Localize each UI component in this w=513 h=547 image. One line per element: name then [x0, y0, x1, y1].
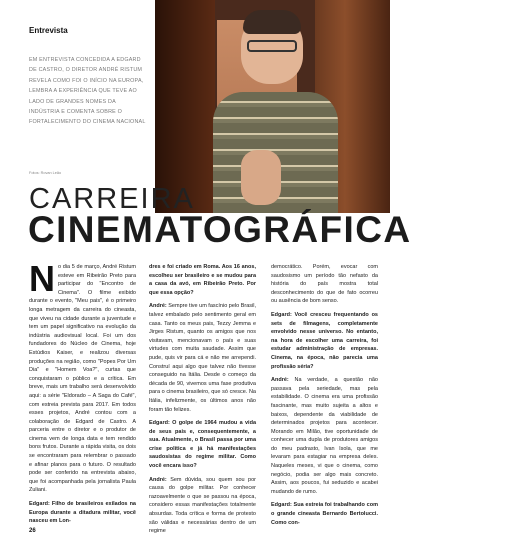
answer-2-end: democrático. Porém, evocar com saudosismo um período tão nefasto da história do país mostra total desconhecimento do que de fato ocorreu ou ausência de bom senso. [271, 264, 378, 305]
answer-2-speaker: André: [149, 476, 167, 483]
opening-paragraph: o dia 5 de março, André Ristum esteve em Ribeirão Preto para participar do "Encontro de Cinema". O filme exibido durante o evento, "Meu pais", é o primeiro longa metragem da carreira do cineasta, que viveu na cidade durante a juventude e tem um papel significativo na evolução da indústria audiovisual local. Foi um dos fundadores do Núcleo de Cinema, hoje Estúdios Kaiser, e realizou diversas produções na região, como "Popes Por Um Dia" e "Homem Voa?", curtas que conquistaram o público e a crítica. Em breve, mais um trabalho será desenvolvido aqui: a série "Eldorado – A Saga do Café", com estreia prevista para 2017. Em todos esses projetos, André contou com a colaboração de Edgard de Castro. A parceria entre o diretor e o produtor de cinema vem de longa data e tem rendido bons frutos. Durante a rápida visita, os dois se encontraram para relembrar o passado e afinar planos para o futuro. O resultado pode ser conferido na entrevista abaixo, que foi acompanhada pela jornalista Paula Zuliani. [29, 264, 136, 494]
section-label: Entrevista [29, 26, 68, 35]
drop-cap: N [29, 258, 55, 299]
title-line-2: CINEMATOGRÁFICA [28, 209, 412, 250]
article-column-2 [149, 263, 256, 541]
title-line-1: CARREIRA [29, 183, 195, 215]
intro-text: EM ENTREVISTA CONCEDIDA A EDGARD DE CASTRO, O DIRETOR ANDRÉ RISTUM REVELA COMO FOI O INÍCIO NA EUROPA, LEMBRA A EXPERIÊNCIA QUE TEVE AO LADO DE GRANDES NOMES DA INDÚSTRIA E COMENTA SOBRE O FORTALECIMENTO DO CINEMA NACIONAL [29, 57, 146, 126]
question-1-end: dres e foi criado em Roma. Aos 16 anos, escolheu ser brasileiro e se mudou para a casa da avó, em Ribeirão Preto. Por que essa opção? [149, 264, 256, 296]
answer-2: Sem dúvida, sou quem sou por causa do golpe militar. Por conhecer razoavelmente o que se passou na época, considero essas manifestações totalmente absurdas. Toda crítica e forma de protesto são válidas e necessárias dentro de um regime [149, 476, 256, 535]
page-number: 26 [29, 528, 36, 534]
article-column-3 [271, 263, 378, 532]
answer-3-speaker: André: [271, 377, 289, 384]
question-3: Edgard: Você cresceu frequentando os sets de filmagens, completamente envolvido nesse universo. No entanto, na hora de escolher uma carreira, foi estudar administração de empresas. Cinema, na época, não parecia uma profissão séria? [271, 311, 378, 370]
photo-caption: André foi um dos fundadores do Núcleo de Cinema da cidade, hoje Estúdios Kaiser, que realizou diversas produções na região [442, 170, 513, 192]
question-4-start: Edgard: Sua estreia foi trabalhando com o grande cineasta Bernardo Bertolucci. Como con- [271, 502, 378, 526]
photo-credit: Fotos: Rovan Leão [29, 171, 62, 175]
answer-1: Sempre tive um fascínio pelo Brasil, talvez embalado pelo sentimento geral em casa. Tanto os meus pais, Tezzy Jemma e Jirges Ristum, quanto os amigos que nos visitavam, mencionavam o país e suas virtudes com muita saudade. Assim que pude, quis vir para cá e não me arrependi. Construí aqui algo que talvez não tivesse conseguido na Itália. Desde o começo da década de 90, vivemos uma fase produtiva para o cinema brasileiro, que só cresce. Na Itália, infelizmente, os últimos anos não foram tão felizes. [149, 303, 256, 413]
question-2: Edgard: O golpe de 1964 mudou a vida de seus pais e, consequentemente, a sua. Atualmente, o Brasil passa por uma crise política e já há manifestações saudosistas do regime militar. Como você encara isso? [149, 420, 256, 470]
article-column-1 [29, 258, 136, 531]
portrait-photo [155, 0, 513, 213]
question-1-start: Edgard: Filho de brasileiros exilados na Europa durante a ditadura militar, você nasceu em Lon- [29, 501, 136, 525]
answer-1-speaker: André: [149, 303, 167, 310]
answer-3: Na verdade, a questão não passava pela seriedade, mas pela estabilidade. O cinema era uma profissão fascinante, mas muito sujeita a altos e baixos, dependente da viabilidade de determinados projetos para acontecer. Morando em Milão, tive oportunidade de conhecer uma dupla de produtores amigos do meu padrasto, Ivan Isola, que me levaram para estagiar na empresa deles. Naqueles meses, vi que o cinema, como negócio, podia ser algo mais concreto. Assim, aos poucos, fui seduzido e acabei mudando de rumo. [271, 377, 378, 495]
